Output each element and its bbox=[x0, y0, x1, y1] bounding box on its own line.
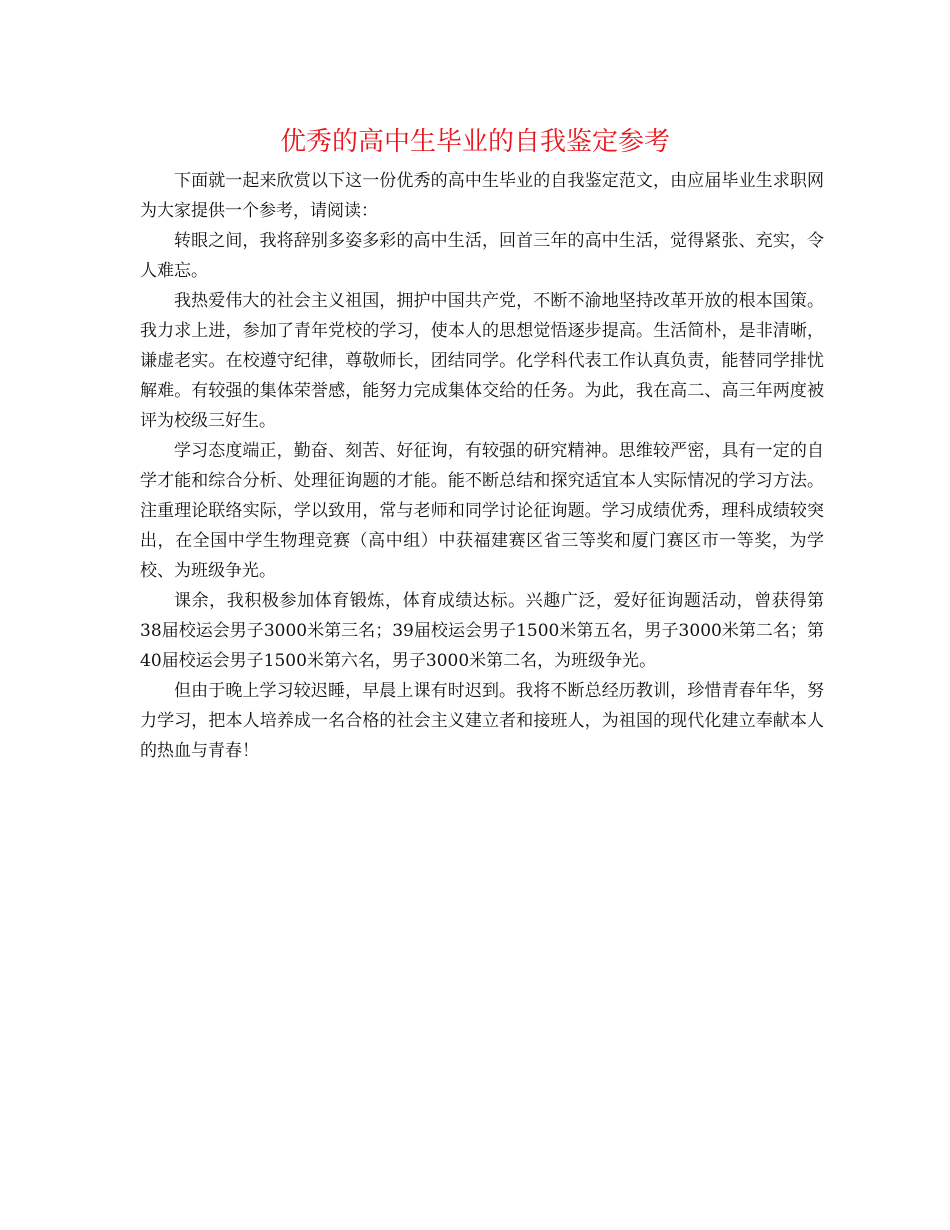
paragraph-opening: 转眼之间，我将辞别多姿多彩的高中生活，回首三年的高中生活，觉得紧张、充实，令人难忘。 bbox=[140, 231, 824, 281]
paragraph-sports: 课余，我积极参加体育锻炼，体育成绩达标。兴趣广泛，爱好征询题活动，曾获得第38届校运会男子3000米第三名；39届校运会男子1500米第五名，男子3000米第二名；第40届校运会男子1500米第六名，男子3000米第二名，为班级争光。 bbox=[140, 591, 824, 671]
paragraph-study: 学习态度端正，勤奋、刻苦、好征询，有较强的研究精神。思维较严密，具有一定的自学才能和综合分析、处理征询题的才能。能不断总结和探究适宜本人实际情况的学习方法。注重理论联络实际，学以致用，常与老师和同学讨论征询题。学习成绩优秀，理科成绩较突出，在全国中学生物理竞赛（高中组）中获福建赛区省三等奖和厦门赛区市一等奖，为学校、为班级争光。 bbox=[140, 441, 824, 581]
document-body bbox=[140, 166, 824, 766]
paragraph-closing: 但由于晚上学习较迟睡，早晨上课有时迟到。我将不断总经历教训，珍惜青春年华，努力学习，把本人培养成一名合格的社会主义建立者和接班人，为祖国的现代化建立奉献本人的热血与青春！ bbox=[140, 681, 824, 761]
document-title: 优秀的高中生毕业的自我鉴定参考 bbox=[279, 127, 670, 157]
paragraph-politics: 我热爱伟大的社会主义祖国，拥护中国共产党，不断不渝地坚持改革开放的根本国策。我力求上进，参加了青年党校的学习，使本人的思想觉悟逐步提高。生活简朴，是非清晰，谦虚老实。在校遵守纪律，尊敬师长，团结同学。化学科代表工作认真负责，能替同学排忧解难。有较强的集体荣誉感，能努力完成集体交给的任务。为此，我在高二、高三年两度被评为校级三好生。 bbox=[140, 291, 824, 431]
paragraph-intro: 下面就一起来欣赏以下这一份优秀的高中生毕业的自我鉴定范文，由应届毕业生求职网为大家提供一个参考，请阅读： bbox=[140, 171, 824, 221]
